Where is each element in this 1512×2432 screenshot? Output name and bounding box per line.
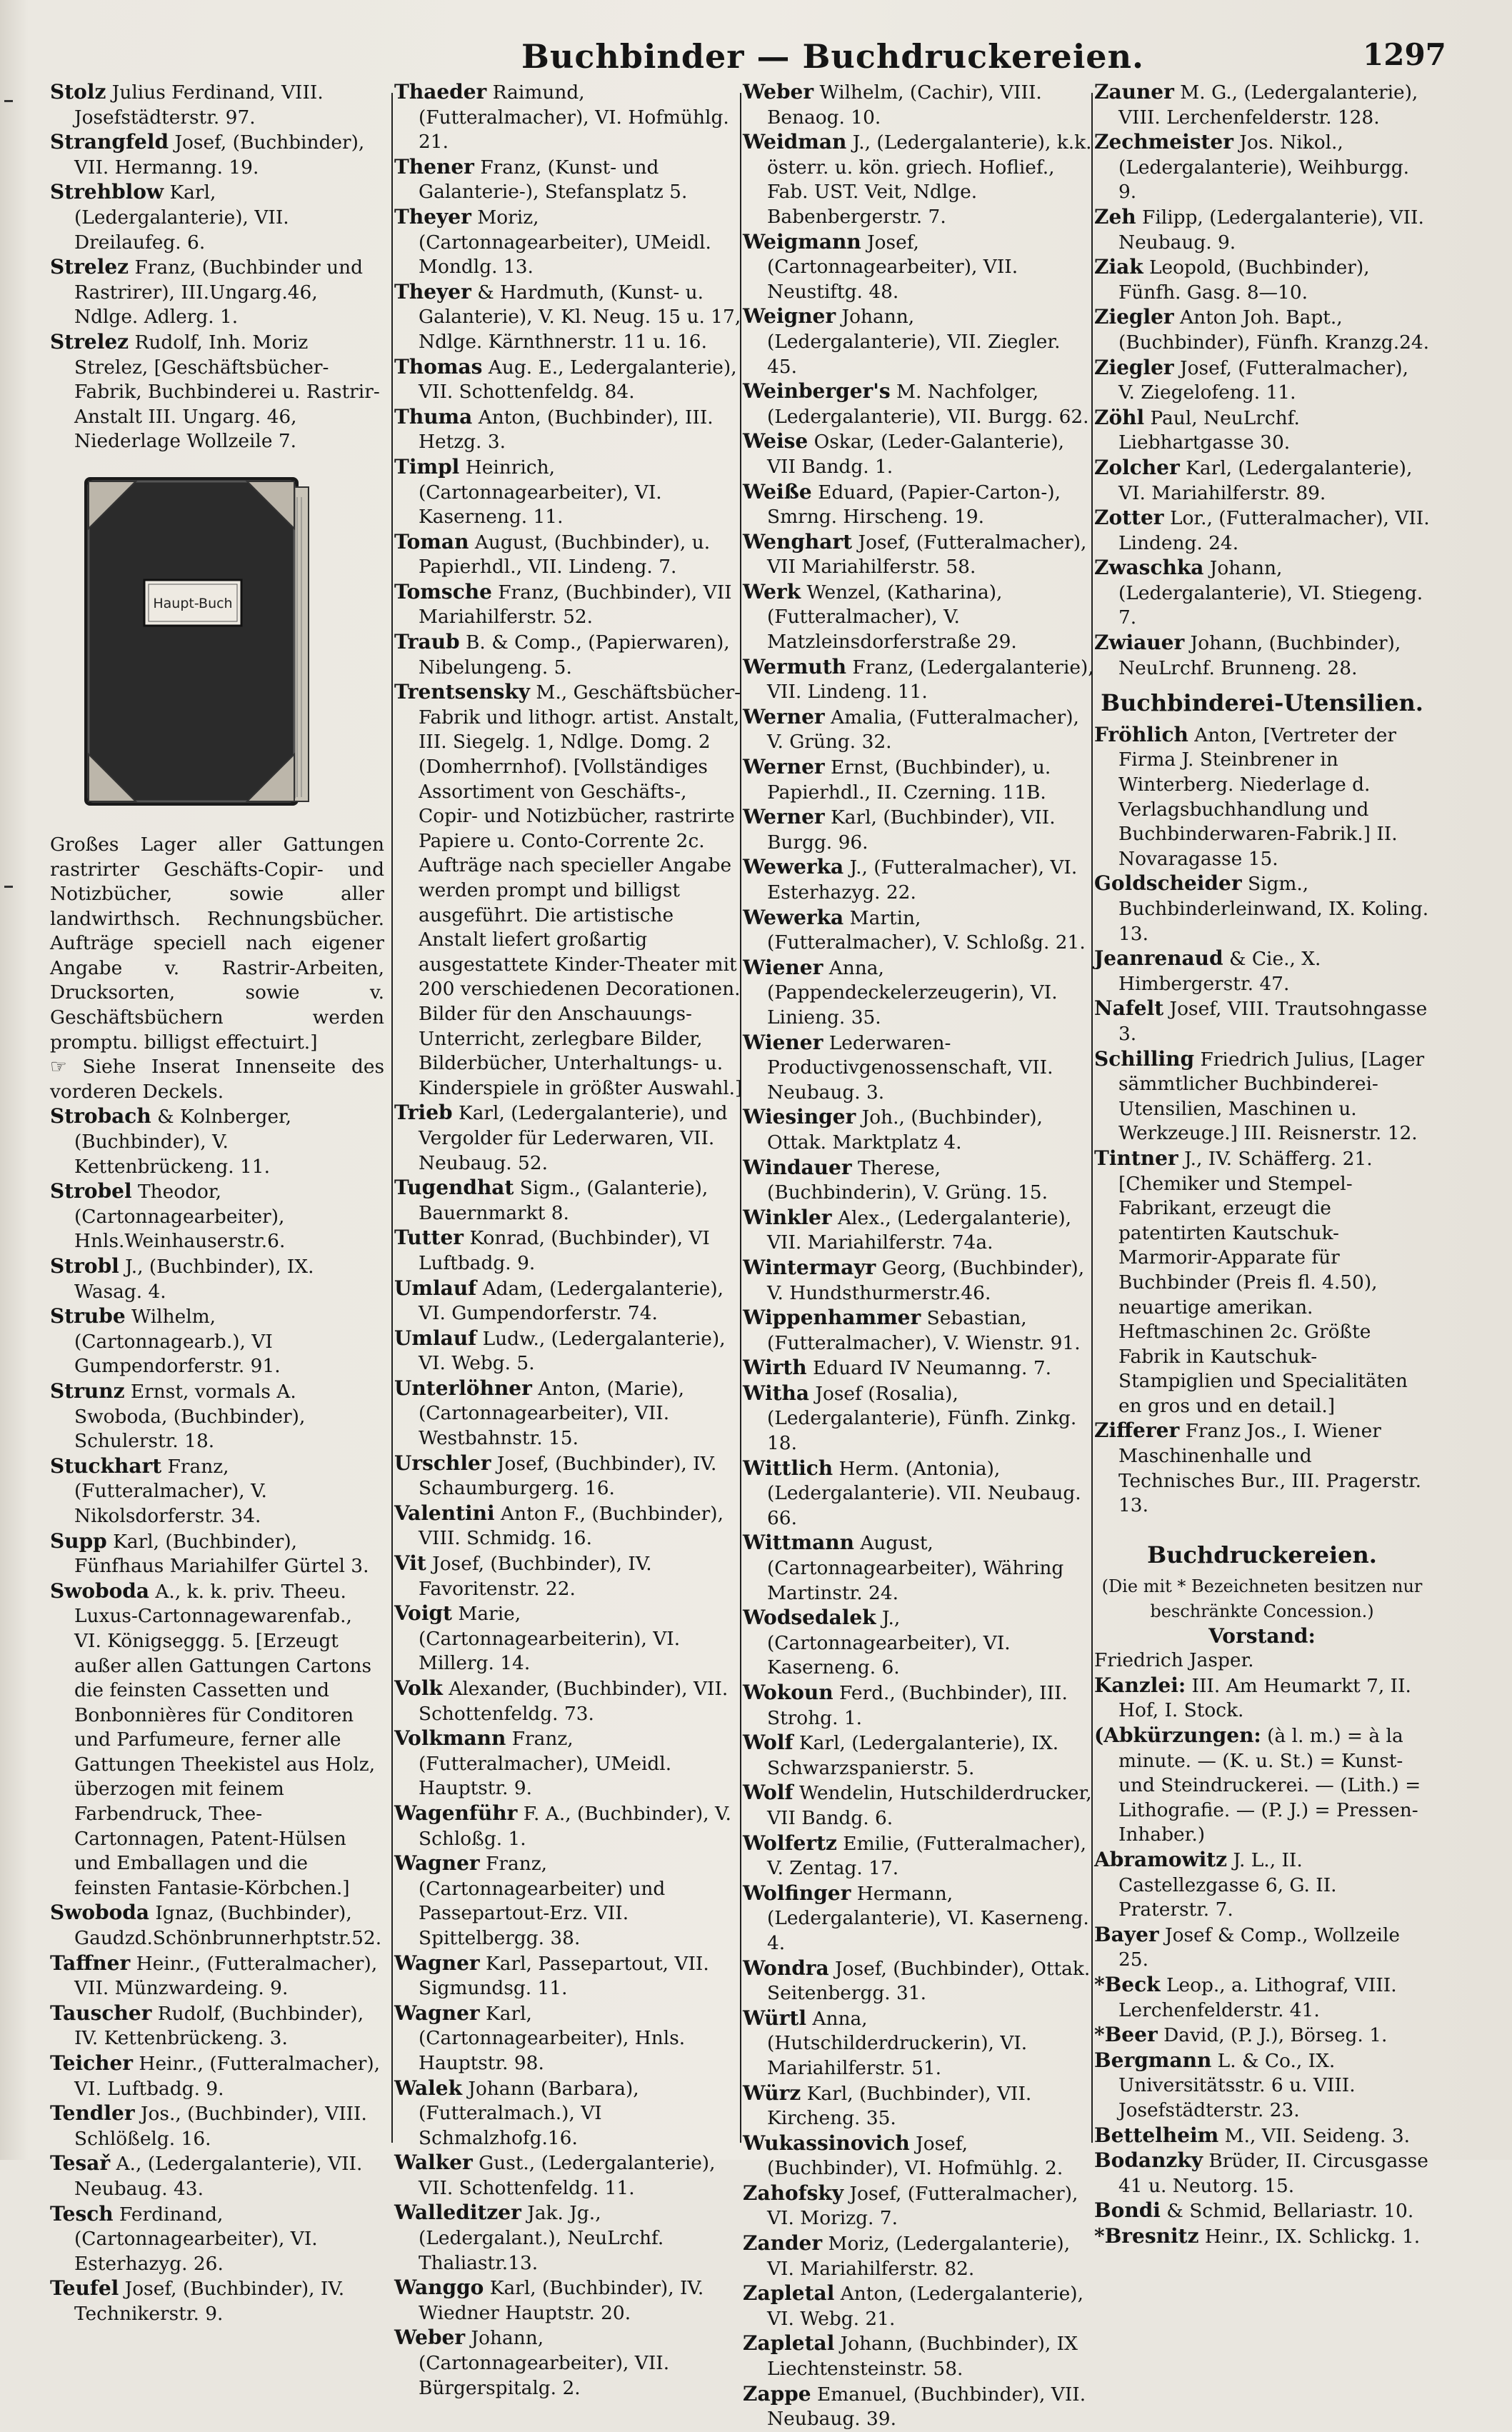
entry-name: Bergmann xyxy=(1094,2048,1212,2072)
entry-name: Wodsedalek xyxy=(743,1606,876,1630)
entry-name: Teufel xyxy=(50,2276,119,2301)
entry-name: Bodanzky xyxy=(1094,2148,1203,2173)
entry-name: Winkler xyxy=(743,1205,832,1229)
directory-entry: Wirth Eduard IV Neumanng. 7. xyxy=(743,1356,1051,1380)
directory-entry: Swoboda Ignaz, (Buchbinder), Gaudzd.Schönbrunnerhptstr.52. xyxy=(50,1901,382,1950)
directory-entry: Strelez Franz, (Buchbinder und Rastrirer), III.Ungarg.46, Ndlge. Adlerg. 1. xyxy=(50,255,364,329)
column-4 xyxy=(1094,80,1430,2248)
page-header xyxy=(0,30,1512,80)
directory-entry: *Beer David, (P. J.), Börseg. 1. xyxy=(1094,2023,1388,2047)
entry-name: Weber xyxy=(394,2326,466,2350)
directory-entry: Goldscheider Sigm., Buchbinderleinwand, IX. Koling. 13. xyxy=(1094,871,1429,945)
entry-name: Werner xyxy=(743,805,825,829)
entry-name: Würz xyxy=(743,2081,801,2105)
directory-entry: Witha Josef (Rosalia), (Ledergalanterie), Fünfh. Zinkg. 18. xyxy=(743,1381,1077,1455)
directory-entry: Strobach & Kolnberger, (Buchbinder), V. Kettenbrückeng. 11. xyxy=(50,1104,292,1178)
entry-name: Zahofsky xyxy=(743,2181,844,2205)
directory-entry: Swoboda A., k. k. priv. Theeu. Luxus-Cartonnagewarenfab., VI. Königseggg. 5. [Erzeugt außer allen Gattungen Cartons die feinsten Cassetten und Bonbonnières für Conditoren und Parfumeure, ferner alle Gattungen Theekistel aus Holz, überzogen mit feinem Farbendruck, Thee-Cartonnagen, Patent-Hülsen und Emballagen und die feinsten Fantasie-Körbchen.] xyxy=(50,1578,376,1899)
directory-entry: Tauscher Rudolf, (Buchbinder), IV. Kettenbrückeng. 3. xyxy=(50,2001,364,2050)
entry-name: Goldscheider xyxy=(1094,871,1242,896)
entry-name: Wanggo xyxy=(394,2276,484,2300)
entry-name: Wokoun xyxy=(743,1681,833,1704)
directory-entry: Stuckhart Franz, (Futteralmacher), V. Nikolsdorferstr. 34. xyxy=(50,1453,267,1527)
directory-entry: Timpl Heinrich, (Cartonnagearbeiter), VI. Kaserneng. 11. xyxy=(394,454,662,529)
entry-list xyxy=(1094,723,1430,1518)
directory-entry: Taffner Heinr., (Futteralmacher), VII. Münzwardeing. 9. xyxy=(50,1951,378,2000)
directory-entry: Wanggo Karl, (Buchbinder), IV. Wiedner Hauptstr. 20. xyxy=(394,2276,704,2324)
column-3 xyxy=(743,80,1094,2431)
directory-entry: Zifferer Franz Jos., I. Wiener Maschinenhalle und Technisches Bur., III. Pragerstr. 13. xyxy=(1094,1418,1422,1517)
directory-entry: Teicher Heinr., (Futteralmacher), VI. Luftbadg. 9. xyxy=(50,2051,381,2100)
directory-entry: Weber Johann, (Cartonnagearbeiter), VII. Bürgerspitalg. 2. xyxy=(394,2326,670,2399)
entry-name: Supp xyxy=(50,1528,107,1553)
entry-name: Theyer xyxy=(394,279,471,304)
directory-entry: Werner Amalia, (Futteralmacher), V. Grüng. 32. xyxy=(743,704,1079,754)
entry-name: Weiße xyxy=(743,479,812,504)
entry-list xyxy=(1094,80,1430,681)
entry-name: Walek xyxy=(394,2076,463,2100)
directory-entry: Wiesinger Joh., (Buchbinder), Ottak. Marktplatz 4. xyxy=(743,1105,1043,1154)
entry-name: Zolcher xyxy=(1094,455,1180,479)
entry-name: Wewerka xyxy=(743,855,844,879)
entry-name: Strehblow xyxy=(50,180,164,204)
entry-name: Umlauf xyxy=(394,1276,477,1300)
directory-entry: Werner Ernst, (Buchbinder), u. Papierhdl., II. Czerning. 11B. xyxy=(743,755,1051,804)
entry-name: Swoboda xyxy=(50,1578,149,1603)
entry-name: Fröhlich xyxy=(1094,722,1188,746)
directory-entry: Thuma Anton, (Buchbinder), III. Hetzg. 3. xyxy=(394,404,714,454)
directory-entry: Trentsensky M., Geschäftsbücher-Fabrik und lithogr. artist. Anstalt, III. Siegelg. 1, Ndlge. Domg. 2 (Domherrnhof). [Vollständiges Assortiment von Geschäfts-, Copir- und Notizbücher, rastrirte Papiere u. Conto-Corrente 2c. Aufträge nach specieller Angabe werden prompt und billigst ausgeführt. Die artistische Anstalt liefert großartig ausgestattete Kinder-Theater mit 200 verschiedenen Decorationen. Bilder für den Anschauungs-Unterricht, zerlegbare Bilder, Bilderbücher, Unterhaltungs- u. Kinderspiele in größter Auswahl.] xyxy=(394,680,743,1099)
entry-name: Tutter xyxy=(394,1226,464,1250)
entry-name: Tintner xyxy=(1094,1146,1178,1170)
directory-entry: Abramowitz J. L., II. Castellezgasse 6, G. II. Praterstr. 7. xyxy=(1094,1847,1337,1921)
entry-name: Strobl xyxy=(50,1254,119,1278)
entry-name: Weinberger's xyxy=(743,379,891,404)
entry-name: Wagenführ xyxy=(394,1801,518,1825)
entry-name: Strube xyxy=(50,1304,126,1328)
directory-entry: Wewerka Martin, (Futteralmacher), V. Schloßg. 21. xyxy=(743,905,1086,954)
directory-entry: Zolcher Karl, (Ledergalanterie), VI. Mariahilferstr. 89. xyxy=(1094,455,1413,504)
directory-entry: *Bresnitz Heinr., IX. Schlickg. 1. xyxy=(1094,2223,1421,2248)
entry-name: Bettelheim xyxy=(1094,2123,1219,2147)
directory-entry: Stolz Julius Ferdinand, VIII. Josefstädterstr. 97. xyxy=(50,80,324,129)
directory-entry: Winkler Alex., (Ledergalanterie), VII. Mariahilferstr. 74a. xyxy=(743,1205,1072,1254)
directory-entry: Wintermayr Georg, (Buchbinder), V. Hundsthurmerstr.46. xyxy=(743,1255,1085,1304)
entry-name: Wiener xyxy=(743,1030,823,1054)
ledger-book-icon xyxy=(79,469,314,811)
directory-entry: *Beck Leop., a. Lithograf, VIII. Lerchenfelderstr. 41. xyxy=(1094,1972,1397,2021)
directory-entry: Tesch Ferdinand, (Cartonnagearbeiter), VI. Esterhazyg. 26. xyxy=(50,2201,318,2275)
entry-name: Zapletal xyxy=(743,2331,835,2356)
entry-name: Bayer xyxy=(1094,1922,1159,1946)
entry-name: Zotter xyxy=(1094,506,1164,530)
entry-name: Tesař xyxy=(50,2151,111,2176)
directory-entry: Windauer Therese, (Buchbinderin), V. Grüng. 15. xyxy=(743,1155,1048,1204)
vorstand-label: Vorstand: xyxy=(1208,1623,1316,1648)
directory-entry: Jeanrenaud & Cie., X. Himbergerstr. 47. xyxy=(1094,946,1321,995)
entry-name: Wewerka xyxy=(743,905,844,929)
entry-name: Swoboda xyxy=(50,1901,149,1925)
entry-name: Wiesinger xyxy=(743,1105,856,1129)
entry-name: Tesch xyxy=(50,2201,114,2226)
entry-name: Werner xyxy=(743,704,825,729)
book-label: Haupt-Buch xyxy=(153,595,233,611)
entry-name: Wukassinovich xyxy=(743,2131,910,2155)
directory-entry: Zauner M. G., (Ledergalanterie), VIII. Lerchenfelderstr. 128. xyxy=(1094,80,1418,129)
entry-name: Wagner xyxy=(394,1951,480,1975)
entry-name: Witha xyxy=(743,1381,810,1405)
directory-entry: Wukassinovich Josef, (Buchbinder), VI. Hofmühlg. 2. xyxy=(743,2131,1063,2180)
directory-entry: Tintner J., IV. Schäfferg. 21. [Chemiker und Stempel-Fabrikant, erzeugt die patentirten Kautschuk-Marmorir-Apparate für Buchbinder (Preis fl. 4.50), neuartige amerikan. Heftmaschinen 2c. Größte Fabrik in Kautschuk-Stampiglien und Specialitäten en gros und en detail.] xyxy=(1094,1146,1408,1417)
entry-name: Tendler xyxy=(50,2101,135,2126)
directory-entry: Weber Wilhelm, (Cachir), VIII. Benaog. 10. xyxy=(743,80,1042,129)
directory-entry: Wagner Karl, (Cartonnagearbeiter), Hnls. Hauptstr. 98. xyxy=(394,2001,686,2074)
entry-name: Strunz xyxy=(50,1378,125,1403)
directory-entry: Zapletal Johann, (Buchbinder), IX Liechtensteinstr. 58. xyxy=(743,2331,1078,2381)
entry-name: Werk xyxy=(743,579,801,604)
advertisement-text: Großes Lager aller Gattungen rastrirter Geschäfts-Copir- und Notizbücher, sowie aller landwirthsch. Rechnungsbücher. Aufträge speciell nach eigener Angabe v. Rastrir-Arbeiten, Drucksorten, sowie v. Geschäftsbüchern werden promptu. billigst effectuirt.] xyxy=(50,833,384,1054)
entry-name: Theyer xyxy=(394,204,471,229)
directory-entry: Bayer Josef & Comp., Wollzeile 25. xyxy=(1094,1922,1400,1971)
entry-name: Kanzlei: xyxy=(1094,1673,1186,1697)
directory-entry: Zöhl Paul, NeuLrchf. Liebhartgasse 30. xyxy=(1094,405,1300,454)
directory-entry: Traub B. & Comp., (Papierwaren), Nibelungeng. 5. xyxy=(394,630,730,679)
entry-name: Wagner xyxy=(394,2001,480,2025)
entry-name: Zwiauer xyxy=(1094,631,1185,655)
entry-list xyxy=(394,80,743,2401)
directory-entry: Teufel Josef, (Buchbinder), IV. Technikerstr. 9. xyxy=(50,2276,345,2325)
entry-name: Wittmann xyxy=(743,1531,854,1555)
entry-list xyxy=(743,80,1094,2432)
entry-name: Thomas xyxy=(394,354,483,379)
column-2 xyxy=(394,80,743,2399)
entry-name: Taffner xyxy=(50,1951,131,1975)
entry-name: Thener xyxy=(394,154,474,179)
directory-entry: Zeh Filipp, (Ledergalanterie), VII. Neubaug. 9. xyxy=(1094,204,1424,254)
entry-name: Nafelt xyxy=(1094,996,1164,1021)
directory-entry: Wodsedalek J., (Cartonnagearbeiter), VI. Kaserneng. 6. xyxy=(743,1606,1011,1679)
directory-entry: Valentini Anton F., (Buchbinder), VIII. Schmidg. 16. xyxy=(394,1501,724,1550)
entry-name: Strobach xyxy=(50,1104,151,1129)
entry-list xyxy=(50,80,384,454)
entry-name: Ziegler xyxy=(1094,305,1174,329)
entry-name: (Abkürzungen: xyxy=(1094,1723,1261,1747)
entry-name: *Beck xyxy=(1094,1972,1161,1996)
directory-entry: Weigmann Josef, (Cartonnagearbeiter), VII. Neustiftg. 48. xyxy=(743,229,1018,303)
directory-entry: Strunz Ernst, vormals A. Swoboda, (Buchbinder), Schulerstr. 18. xyxy=(50,1378,306,1453)
directory-entry: Tendler Jos., (Buchbinder), VIII. Schlößelg. 16. xyxy=(50,2101,367,2150)
directory-entry: Kanzlei: III. Am Heumarkt 7, II. Hof, I. Stock. xyxy=(1094,1673,1411,1722)
entry-name: Zapletal xyxy=(743,2281,835,2306)
directory-entry: Ziegler Anton Joh. Bapt., (Buchbinder), Fünfh. Kranzg.24. xyxy=(1094,305,1430,354)
entry-name: Trieb xyxy=(394,1101,453,1125)
directory-entry: Toman August, (Buchbinder), u. Papierhdl., VII. Lindeng. 7. xyxy=(394,529,711,579)
entry-name: Urschler xyxy=(394,1451,491,1475)
entry-name: Schilling xyxy=(1094,1046,1195,1071)
directory-entry: Wewerka J., (Futteralmacher), VI. Esterhazyg. 22. xyxy=(743,855,1078,904)
directory-entry: Thomas Aug. E., Ledergalanterie), VII. Schottenfeldg. 84. xyxy=(394,354,737,404)
entry-name: Jeanrenaud xyxy=(1094,946,1223,971)
directory-entry: Supp Karl, (Buchbinder), Fünfhaus Mariahilfer Gürtel 3. xyxy=(50,1528,369,1578)
directory-entry: Würz Karl, (Buchbinder), VII. Kircheng. 35. xyxy=(743,2081,1032,2130)
directory-entry: Trieb Karl, (Ledergalanterie), und Vergolder für Lederwaren, VII. Neubaug. 52. xyxy=(394,1101,728,1174)
directory-entry: Tutter Konrad, (Buchbinder), VI Luftbadg. 9. xyxy=(394,1226,710,1274)
entry-name: Walker xyxy=(394,2151,473,2175)
directory-entry: Strangfeld Josef, (Buchbinder), VII. Hermanng. 19. xyxy=(50,130,365,179)
directory-entry: (Abkürzungen: (à l. m.) = à la minute. — (K. u. St.) = Kunst- und Steindruckerei. — (Lith.) = Lithografie. — (P. J.) = Pressen-Inhaber.) xyxy=(1094,1723,1421,1846)
column-1 xyxy=(50,80,384,2325)
directory-entry: Strube Wilhelm, (Cartonnagearb.), VI Gumpendorferstr. 91. xyxy=(50,1304,281,1378)
entry-name: Timpl xyxy=(394,454,460,479)
entry-name: Vit xyxy=(394,1551,426,1576)
column-rule xyxy=(391,93,393,2143)
vorstand-name: Friedrich Jasper. xyxy=(1094,1649,1254,1672)
directory-entry: Wokoun Ferd., (Buchbinder), III. Strohg. 1. xyxy=(743,1681,1068,1729)
entry-name: Wermuth xyxy=(743,654,847,679)
entry-name: Strelez xyxy=(50,255,129,279)
directory-entry: Strobl J., (Buchbinder), IX. Wasag. 4. xyxy=(50,1254,314,1303)
entry-name: Strelez xyxy=(50,329,129,354)
entry-name: Windauer xyxy=(743,1155,852,1179)
directory-entry: Wippenhammer Sebastian, (Futteralmacher), V. Wienstr. 91. xyxy=(743,1306,1081,1354)
directory-entry: Thaeder Raimund, (Futteralmacher), VI. Hofmühlg. 21. xyxy=(394,80,729,154)
entry-name: Weise xyxy=(743,429,808,454)
entry-name: Zechmeister xyxy=(1094,130,1234,154)
entry-name: Wirth xyxy=(743,1356,807,1380)
entry-name: Walleditzer xyxy=(394,2201,521,2225)
page-title: Buchbinder — Buchdruckereien. xyxy=(521,37,1145,76)
entry-name: Tugendhat xyxy=(394,1176,514,1200)
directory-entry: Weidman J., (Ledergalanterie), k.k. österr. u. kön. griech. Hoflief., Fab. UST. Veit, Ndlge. Babenbergerstr. 7. xyxy=(743,130,1092,228)
entry-name: Unterlöhner xyxy=(394,1376,532,1400)
directory-entry: Zappe Emanuel, (Buchbinder), VII. Neubaug. 39. xyxy=(743,2381,1086,2431)
entry-name: Wolfertz xyxy=(743,1831,837,1855)
entry-name: Wolfinger xyxy=(743,1881,851,1905)
directory-entry: Werner Karl, (Buchbinder), VII. Burgg. 96. xyxy=(743,805,1056,854)
directory-entry: Tomsche Franz, (Buchbinder), VII Mariahilferstr. 52. xyxy=(394,579,732,629)
directory-entry: Zwiauer Johann, (Buchbinder), NeuLrchf. Brunneng. 28. xyxy=(1094,631,1401,679)
directory-entry: Wagenführ F. A., (Buchbinder), V. Schloßg. 1. xyxy=(394,1801,731,1850)
entry-name: Wippenhammer xyxy=(743,1306,921,1330)
directory-entry: Tesař A., (Ledergalanterie), VII. Neubaug. 43. xyxy=(50,2151,363,2200)
directory-entry: Weigner Johann, (Ledergalanterie), VII. Ziegler. 45. xyxy=(743,304,1061,378)
entry-name: Volk xyxy=(394,1676,443,1700)
directory-entry: Wolfinger Hermann, (Ledergalanterie), VI. Kaserneng. 4. xyxy=(743,1881,1089,1954)
entry-name: Würtl xyxy=(743,2006,806,2030)
entry-name: Voigt xyxy=(394,1601,452,1626)
directory-entry: Ziak Leopold, (Buchbinder), Fünfh. Gasg. 8—10. xyxy=(1094,255,1370,304)
directory-entry: Weiße Eduard, (Papier-Carton-), Smrng. Hirscheng. 19. xyxy=(743,479,1061,529)
entry-name: Ziegler xyxy=(1094,355,1174,379)
directory-entry: Bergmann L. & Co., IX. Universitätsstr. 6 u. VIII. Josefstädterstr. 23. xyxy=(1094,2048,1356,2121)
directory-entry: Wagner Karl, Passepartout, VII. Sigmundsg. 11. xyxy=(394,1951,709,2000)
directory-entry: Zapletal Anton, (Ledergalanterie), VI. Webg. 21. xyxy=(743,2281,1083,2330)
directory-entry: Theyer Moriz, (Cartonnagearbeiter), UMeidl. Mondlg. 13. xyxy=(394,204,711,279)
section-heading: Buchdruckereien. xyxy=(1147,1541,1377,1568)
directory-entry: Würtl Anna, (Hutschilderdruckerin), VI. Mariahilferstr. 51. xyxy=(743,2006,1028,2079)
directory-entry: Ziegler Josef, (Futteralmacher), V. Ziegelofeng. 11. xyxy=(1094,355,1408,404)
entry-list xyxy=(1094,1673,1430,2250)
directory-entry: Walek Johann (Barbara), (Futteralmach.), VI Schmalzhofg.16. xyxy=(394,2076,639,2149)
directory-entry: Strobel Theodor, (Cartonnagearbeiter), Hnls.Weinhauserstr.6. xyxy=(50,1179,286,1253)
entry-name: Zappe xyxy=(743,2381,811,2406)
entry-name: Wintermayr xyxy=(743,1255,876,1279)
directory-entry: Wittmann August, (Cartonnagearbeiter), Währing Martinstr. 24. xyxy=(743,1531,1064,1604)
directory-entry: Wagner Franz, (Cartonnagearbeiter) und Passepartout-Erz. VII. Spittelbergg. 38. xyxy=(394,1851,666,1949)
entry-name: Volkmann xyxy=(394,1726,506,1751)
entry-name: Wagner xyxy=(394,1851,480,1876)
page-number: 1297 xyxy=(1363,37,1446,72)
directory-entry: Strehblow Karl, (Ledergalanterie), VII. Dreilaufeg. 6. xyxy=(50,180,289,254)
entry-name: Strangfeld xyxy=(50,130,169,154)
directory-entry: Voigt Marie, (Cartonnagearbeiterin), VI. Millerg. 14. xyxy=(394,1601,681,1675)
directory-entry: Zwaschka Johann, (Ledergalanterie), VI. Stiegeng. 7. xyxy=(1094,556,1423,629)
directory-entry: Bodanzky Brüder, II. Circusgasse 41 u. Neutorg. 15. xyxy=(1094,2148,1428,2197)
entry-name: Weigmann xyxy=(743,229,861,254)
directory-entry: Zahofsky Josef, (Futteralmacher), VI. Morizg. 7. xyxy=(743,2181,1078,2230)
directory-entry: Nafelt Josef, VIII. Trautsohngasse 3. xyxy=(1094,996,1428,1045)
entry-name: Zifferer xyxy=(1094,1418,1180,1443)
entry-name: Weber xyxy=(743,80,814,104)
entry-name: Thaeder xyxy=(394,80,487,104)
entry-name: Werner xyxy=(743,755,825,779)
directory-entry: Volkmann Franz, (Futteralmacher), UMeidl. Hauptstr. 9. xyxy=(394,1726,672,1800)
directory-entry: Wolfertz Emilie, (Futteralmacher), V. Zentag. 17. xyxy=(743,1831,1086,1880)
directory-entry: Zander Moriz, (Ledergalanterie), VI. Mariahilferstr. 82. xyxy=(743,2231,1071,2280)
margin-mark xyxy=(4,886,13,888)
entry-name: Wondra xyxy=(743,1956,829,1980)
directory-entry: Wermuth Franz, (Ledergalanterie), VII. Lindeng. 11. xyxy=(743,654,1094,704)
entry-name: Weigner xyxy=(743,304,836,329)
directory-entry: Wondra Josef, (Buchbinder), Ottak. Seitenbergg. 31. xyxy=(743,1956,1091,2005)
entry-name: Ziak xyxy=(1094,255,1143,279)
directory-entry: Zotter Lor., (Futteralmacher), VII. Lindeng. 24. xyxy=(1094,506,1430,554)
directory-entry: Bettelheim M., VII. Seideng. 3. xyxy=(1094,2123,1410,2147)
directory-entry: Strelez Rudolf, Inh. Moriz Strelez, [Geschäftsbücher-Fabrik, Buchbinderei u. Rastrir-Anstalt III. Ungarg. 46, Niederlage Wollzeile 7. xyxy=(50,329,380,453)
advertisement-hint: ☞ Siehe Inserat Innenseite des vorderen Deckels. xyxy=(50,1056,384,1103)
margin-mark xyxy=(4,100,13,102)
ledger-book-illustration xyxy=(79,469,314,811)
entry-name: Zander xyxy=(743,2231,823,2256)
entry-name: Weidman xyxy=(743,130,847,154)
entry-name: Strobel xyxy=(50,1179,132,1204)
entry-name: Umlauf xyxy=(394,1326,477,1350)
entry-name: Zeh xyxy=(1094,204,1136,229)
directory-entry: Wiener Anna, (Pappendeckelerzeugerin), VI. Linieng. 35. xyxy=(743,955,1058,1029)
entry-name: Valentini xyxy=(394,1501,495,1525)
directory-entry: Unterlöhner Anton, (Marie), (Cartonnagearbeiter), VII. Westbahnstr. 15. xyxy=(394,1376,684,1450)
entry-name: Traub xyxy=(394,630,460,654)
entry-name: Wolf xyxy=(743,1781,793,1805)
directory-entry: Walleditzer Jak. Jg., (Ledergalant.), NeuLrchf. Thaliastr.13. xyxy=(394,2201,664,2274)
directory-entry: Weinberger's M. Nachfolger, (Ledergalanterie), VII. Burgg. 62. xyxy=(743,379,1089,428)
directory-entry: Theyer & Hardmuth, (Kunst- u. Galanterie), V. Kl. Neug. 15 u. 17, Ndlge. Kärnthnerstr. 11 u. 16. xyxy=(394,279,741,353)
entry-name: Zöhl xyxy=(1094,405,1145,429)
directory-entry: Tugendhat Sigm., (Galanterie), Bauernmarkt 8. xyxy=(394,1176,709,1224)
entry-name: Teicher xyxy=(50,2051,134,2075)
directory-entry: Wenghart Josef, (Futteralmacher), VII Mariahilferstr. 58. xyxy=(743,529,1087,579)
entry-name: Trentsensky xyxy=(394,680,531,704)
entry-name: Abramowitz xyxy=(1094,1847,1228,1871)
section-note: (Die mit * Bezeichneten besitzen nur beschränkte Concession.) xyxy=(1101,1576,1423,1622)
entry-name: Stuckhart xyxy=(50,1453,162,1478)
entry-name: Toman xyxy=(394,529,469,554)
directory-entry: Umlauf Adam, (Ledergalanterie), VI. Gumpendorferstr. 74. xyxy=(394,1276,724,1325)
directory-entry: Schilling Friedrich Julius, [Lager sämmtlicher Buchbinderei-Utensilien, Maschinen u. Werkzeuge.] III. Reisnerstr. 12. xyxy=(1094,1046,1425,1145)
section-heading: Buchbinderei-Utensilien. xyxy=(1101,689,1423,717)
entry-name: *Beer xyxy=(1094,2023,1158,2047)
directory-entry: Wiener Lederwaren-Productivgenossenschaft, VII. Neubaug. 3. xyxy=(743,1030,1053,1104)
entry-name: Wolf xyxy=(743,1731,793,1755)
entry-name: Wenghart xyxy=(743,529,853,554)
directory-entry: Thener Franz, (Kunst- und Galanterie-), Stefansplatz 5. xyxy=(394,154,688,204)
directory-entry: Zechmeister Jos. Nikol., (Ledergalanterie), Weihburgg. 9. xyxy=(1094,130,1410,204)
directory-entry: Wolf Wendelin, Hutschilderdrucker, VII Bandg. 6. xyxy=(743,1781,1092,1829)
directory-entry: Volk Alexander, (Buchbinder), VII. Schottenfeldg. 73. xyxy=(394,1676,729,1725)
entry-name: Tauscher xyxy=(50,2001,152,2025)
directory-entry: Werk Wenzel, (Katharina), (Futteralmacher), V. Matzleinsdorferstraße 29. xyxy=(743,579,1017,654)
directory-entry: Walker Gust., (Ledergalanterie), VII. Schottenfeldg. 11. xyxy=(394,2151,716,2199)
entry-list xyxy=(50,1104,384,2326)
entry-name: Tomsche xyxy=(394,579,492,604)
entry-name: Wiener xyxy=(743,955,823,979)
entry-name: Zauner xyxy=(1094,80,1174,104)
directory-entry: Umlauf Ludw., (Ledergalanterie), VI. Webg. 5. xyxy=(394,1326,726,1375)
directory-entry: Wolf Karl, (Ledergalanterie), IX. Schwarzspanierstr. 5. xyxy=(743,1731,1059,1779)
entry-name: Wittlich xyxy=(743,1456,833,1480)
directory-entry: Bondi & Schmid, Bellariastr. 10. xyxy=(1094,2198,1414,2223)
directory-entry: Vit Josef, (Buchbinder), IV. Favoritenstr. 22. xyxy=(394,1551,652,1600)
directory-entry: Fröhlich Anton, [Vertreter der Firma J. Steinbrener in Winterberg. Niederlage d. Verlagsbuchhandlung und Buchbinderwaren-Fabrik.] II. Novaragasse 15. xyxy=(1094,722,1398,870)
directory-entry: Weise Oskar, (Leder-Galanterie), VII Bandg. 1. xyxy=(743,429,1065,478)
directory-entry: Wittlich Herm. (Antonia), (Ledergalanterie). VII. Neubaug. 66. xyxy=(743,1456,1081,1529)
entry-name: Stolz xyxy=(50,80,106,104)
entry-name: Thuma xyxy=(394,404,473,429)
entry-name: Zwaschka xyxy=(1094,556,1204,580)
directory-entry: Urschler Josef, (Buchbinder), IV. Schaumburgerg. 16. xyxy=(394,1451,717,1500)
entry-name: *Bresnitz xyxy=(1094,2223,1199,2248)
entry-name: Bondi xyxy=(1094,2198,1161,2223)
